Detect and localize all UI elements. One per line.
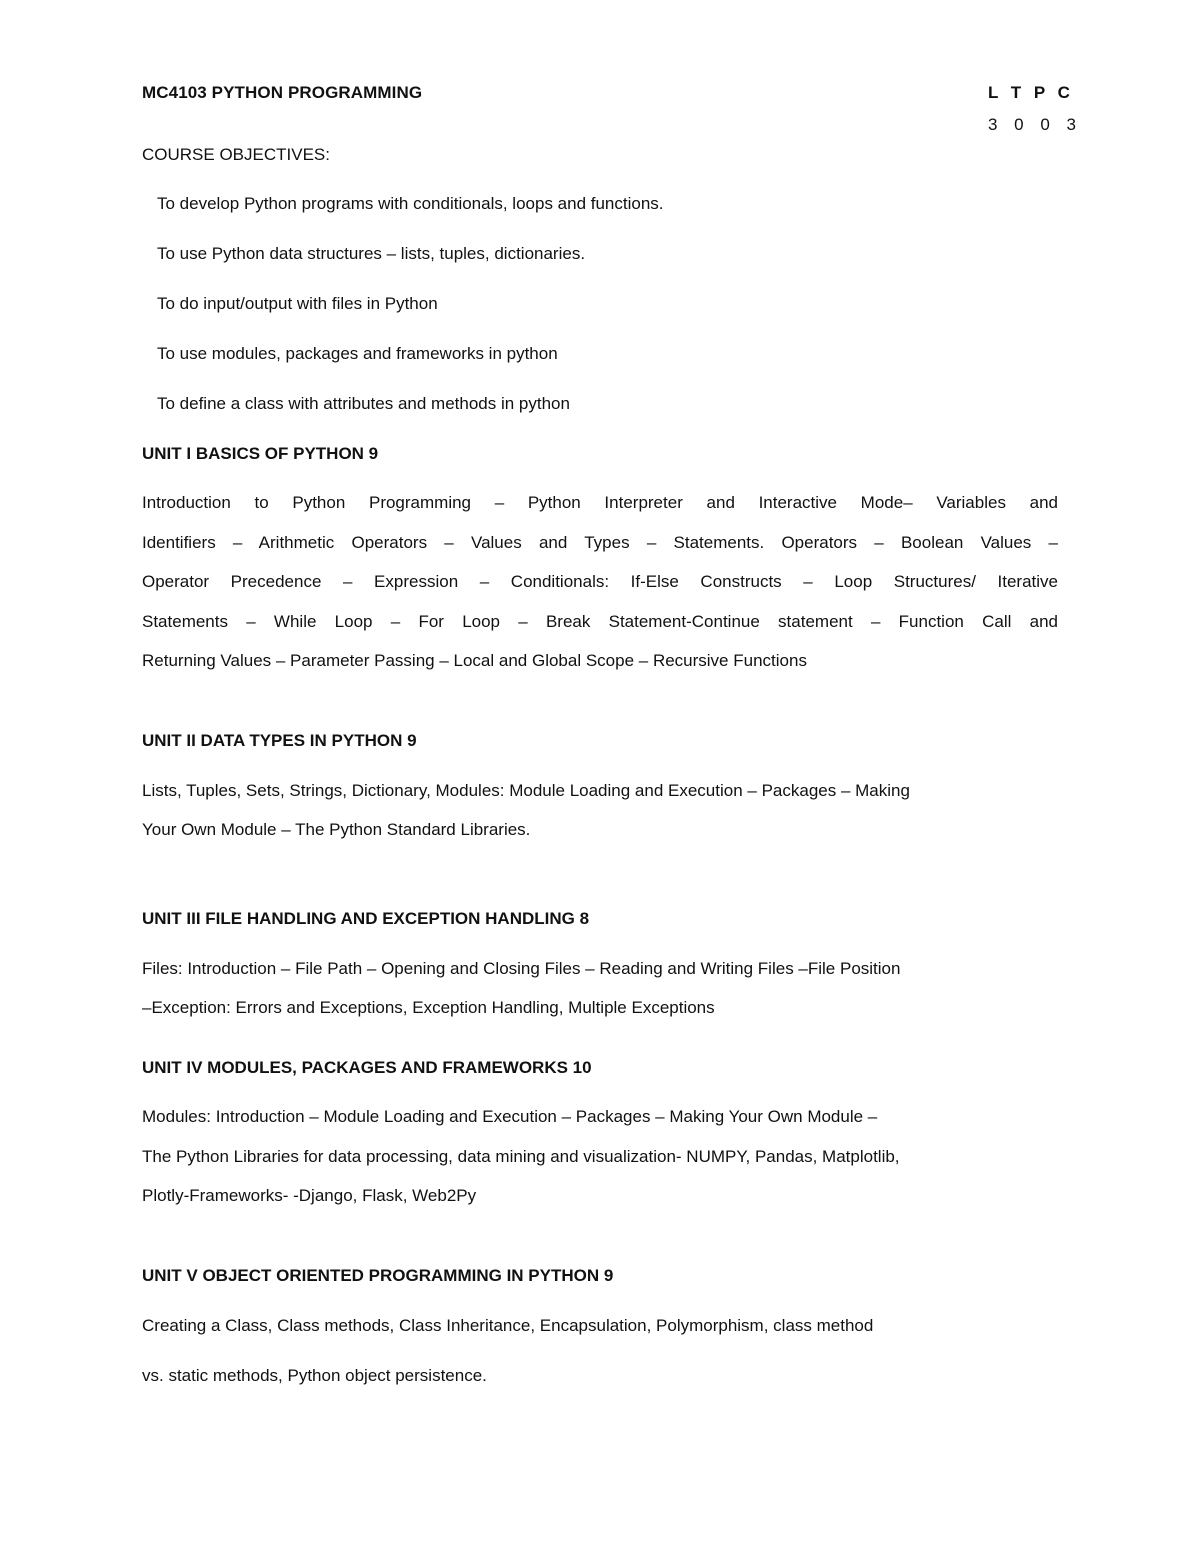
- unit-1-line: Introduction to Python Programming – Python Interpreter and Interactive Mode– Variables and: [142, 493, 1058, 512]
- unit-3-line: –Exception: Errors and Exceptions, Exception Handling, Multiple Exceptions: [142, 998, 715, 1017]
- unit-4-line: Modules: Introduction – Module Loading and Execution – Packages – Making Your Own Module –: [142, 1107, 878, 1126]
- unit-1-line: Returning Values – Parameter Passing – Local and Global Scope – Recursive Functions: [142, 651, 807, 670]
- objective-item: To do input/output with files in Python: [157, 294, 438, 313]
- unit-3-heading: UNIT III FILE HANDLING AND EXCEPTION HANDLING 8: [142, 909, 590, 928]
- objective-item: To use Python data structures – lists, tuples, dictionaries.: [157, 244, 586, 263]
- unit-2-line: Your Own Module – The Python Standard Libraries.: [142, 820, 531, 839]
- unit-4-line: Plotly-Frameworks- -Django, Flask, Web2Py: [142, 1186, 477, 1205]
- objective-item: To define a class with attributes and methods in python: [157, 394, 570, 413]
- unit-4-line: The Python Libraries for data processing, data mining and visualization- NUMPY, Pandas, Matplotlib,: [142, 1147, 900, 1166]
- unit-1-line: Statements – While Loop – For Loop – Break Statement-Continue statement – Function Call and: [142, 612, 1058, 631]
- unit-2-line: Lists, Tuples, Sets, Strings, Dictionary, Modules: Module Loading and Execution – Packages – Making: [142, 781, 910, 800]
- ltpc-label: L T P C: [988, 83, 1074, 102]
- ltpc-values: 3 0 0 3: [988, 115, 1082, 134]
- unit-5-heading: UNIT V OBJECT ORIENTED PROGRAMMING IN PYTHON 9: [142, 1266, 614, 1285]
- objective-item: To develop Python programs with conditionals, loops and functions.: [157, 194, 664, 213]
- unit-1-heading: UNIT I BASICS OF PYTHON 9: [142, 444, 379, 463]
- unit-1-line: Operator Precedence – Expression – Conditionals: If-Else Constructs – Loop Structures/ Iterative: [142, 572, 1058, 591]
- unit-1-line: Identifiers – Arithmetic Operators – Values and Types – Statements. Operators – Boolean Values –: [142, 533, 1058, 552]
- unit-5-line: Creating a Class, Class methods, Class Inheritance, Encapsulation, Polymorphism, class method: [142, 1316, 874, 1335]
- unit-2-heading: UNIT II DATA TYPES IN PYTHON 9: [142, 731, 417, 750]
- unit-5-line: vs. static methods, Python object persistence.: [142, 1366, 487, 1385]
- objective-item: To use modules, packages and frameworks in python: [157, 344, 558, 363]
- objectives-heading: COURSE OBJECTIVES:: [142, 145, 330, 164]
- course-title: MC4103 PYTHON PROGRAMMING: [142, 83, 423, 102]
- unit-3-line: Files: Introduction – File Path – Opening and Closing Files – Reading and Writing Files –File Position: [142, 959, 901, 978]
- unit-4-heading: UNIT IV MODULES, PACKAGES AND FRAMEWORKS 10: [142, 1058, 592, 1077]
